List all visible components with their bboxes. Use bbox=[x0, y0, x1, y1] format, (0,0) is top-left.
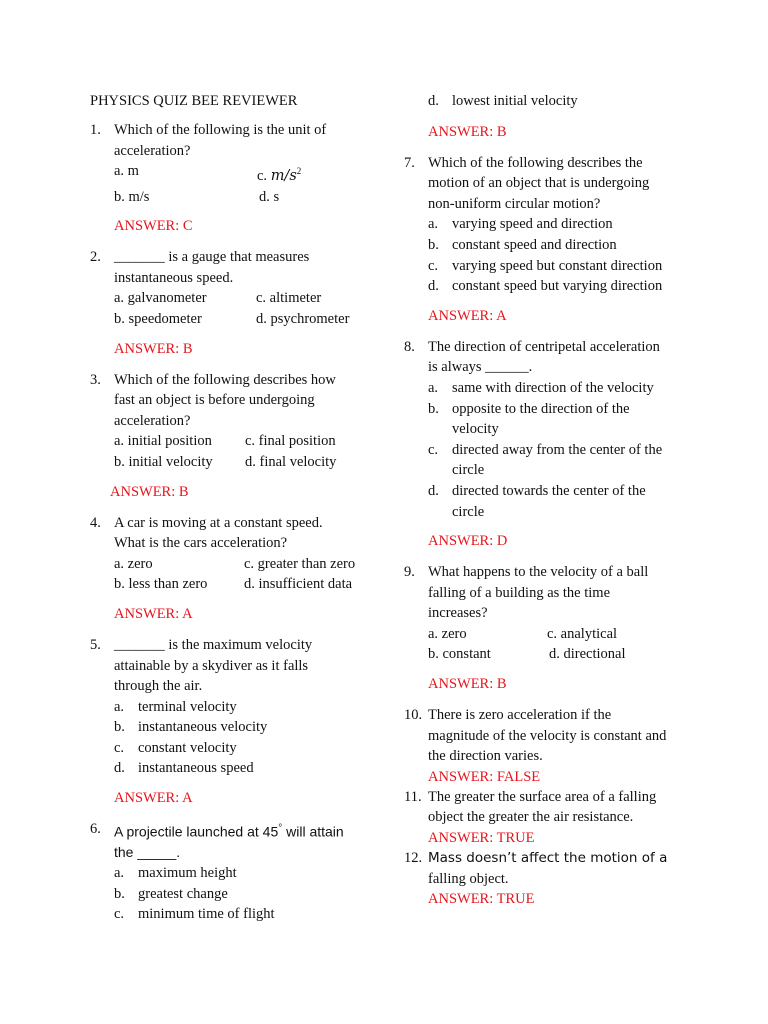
option: circle bbox=[452, 462, 485, 479]
option-d: d. final velocity bbox=[245, 453, 337, 470]
question-text: non-uniform circular motion? bbox=[428, 195, 601, 212]
question-text: is always ______. bbox=[428, 359, 533, 376]
answer: ANSWER: TRUE bbox=[428, 891, 535, 908]
answer: ANSWER: B bbox=[428, 676, 507, 693]
question-text: falling object. bbox=[428, 870, 509, 887]
option-c: c. greater than zero bbox=[244, 555, 356, 572]
question-text: the direction varies. bbox=[428, 748, 543, 765]
options-row bbox=[428, 624, 694, 645]
option-c: c. altimeter bbox=[256, 290, 322, 307]
question-text: There is zero acceleration if the bbox=[428, 707, 612, 724]
options-row bbox=[114, 187, 380, 208]
question-text: The direction of centripetal acceleration bbox=[428, 338, 660, 355]
options-row bbox=[114, 574, 380, 595]
option: d. directed towards the center of the bbox=[428, 482, 646, 499]
answer: ANSWER: A bbox=[114, 605, 193, 622]
options-row bbox=[114, 431, 380, 452]
question-text: _______ is a gauge that measures bbox=[114, 249, 310, 266]
question-text: the _____. bbox=[114, 844, 181, 861]
question-number: 11. bbox=[404, 788, 422, 805]
option-d: d. psychrometer bbox=[256, 310, 350, 327]
question-text: increases? bbox=[428, 605, 488, 622]
question-text: acceleration? bbox=[114, 142, 191, 159]
options-row bbox=[114, 161, 380, 186]
question-6-continued bbox=[404, 91, 694, 142]
option: c. varying speed but constant direction bbox=[428, 257, 663, 274]
options-row bbox=[114, 309, 380, 330]
question-number: 6. bbox=[90, 821, 101, 838]
question-text: The greater the surface area of a falling bbox=[428, 788, 657, 805]
option: c. directed away from the center of the bbox=[428, 441, 663, 458]
question-2 bbox=[90, 247, 380, 358]
answer: ANSWER: FALSE bbox=[428, 768, 541, 785]
option: d. instantaneous speed bbox=[114, 760, 254, 777]
question-12 bbox=[404, 848, 694, 909]
answer: ANSWER: TRUE bbox=[428, 830, 535, 847]
options-row bbox=[114, 288, 380, 309]
option: b. instantaneous velocity bbox=[114, 719, 268, 736]
options-row bbox=[428, 644, 694, 665]
question-number: 9. bbox=[404, 564, 415, 581]
question-text: Mass doesn’t affect the motion of a bbox=[428, 850, 668, 867]
question-text: object the greater the air resistance. bbox=[428, 809, 634, 826]
option-b: b. initial velocity bbox=[114, 453, 213, 470]
option: d. lowest initial velocity bbox=[428, 93, 578, 109]
answer: ANSWER: B bbox=[114, 340, 193, 357]
left-column bbox=[90, 91, 380, 925]
question-number: 4. bbox=[90, 514, 101, 531]
question-text: _______ is the maximum velocity bbox=[114, 636, 313, 653]
answer: ANSWER: A bbox=[114, 790, 193, 807]
degree-symbol: ° bbox=[278, 823, 283, 835]
question-text: acceleration? bbox=[114, 412, 191, 429]
options-list bbox=[114, 697, 380, 779]
answer: ANSWER: B bbox=[110, 483, 189, 500]
option: a. same with direction of the velocity bbox=[428, 379, 654, 396]
option-a: a. initial position bbox=[114, 433, 212, 450]
question-text: Which of the following describes how bbox=[114, 371, 336, 388]
question-text: falling of a building as the time bbox=[428, 584, 611, 601]
question-1 bbox=[90, 120, 380, 236]
option: circle bbox=[452, 503, 485, 520]
options-list bbox=[428, 378, 694, 522]
option: c. minimum time of flight bbox=[114, 906, 275, 923]
question-10 bbox=[404, 705, 694, 787]
option-b: b. less than zero bbox=[114, 576, 208, 593]
option: d. constant speed but varying direction bbox=[428, 278, 663, 295]
question-text: A car is moving at a constant speed. bbox=[114, 514, 323, 531]
question-text: motion of an object that is undergoing bbox=[428, 175, 650, 192]
options-row bbox=[114, 452, 380, 473]
question-text: through the air. bbox=[114, 678, 203, 695]
question-5 bbox=[90, 635, 380, 808]
answer: ANSWER: C bbox=[114, 218, 193, 235]
question-11 bbox=[404, 787, 694, 848]
question-4 bbox=[90, 513, 380, 624]
option-c: c. $m/s^2$ bbox=[257, 166, 302, 185]
options-list bbox=[428, 214, 694, 296]
question-3 bbox=[90, 370, 380, 502]
option-b: b. constant bbox=[428, 646, 491, 663]
option: velocity bbox=[452, 421, 499, 438]
options-list bbox=[114, 863, 380, 925]
option: a. terminal velocity bbox=[114, 698, 237, 715]
question-8 bbox=[404, 337, 694, 551]
option-b: b. speedometer bbox=[114, 310, 202, 327]
question-text: Which of the following describes the bbox=[428, 154, 643, 171]
answer: ANSWER: D bbox=[428, 533, 508, 550]
answer: ANSWER: B bbox=[428, 123, 507, 140]
page-title: PHYSICS QUIZ BEE REVIEWER bbox=[90, 93, 298, 109]
question-7 bbox=[404, 153, 694, 326]
question-text: fast an object is before undergoing bbox=[114, 392, 315, 409]
question-number: 5. bbox=[90, 636, 101, 653]
option: a. varying speed and direction bbox=[428, 216, 613, 233]
option: b. constant speed and direction bbox=[428, 236, 617, 253]
options-row bbox=[114, 554, 380, 575]
question-6 bbox=[90, 819, 380, 925]
option-d: d. directional bbox=[549, 646, 626, 663]
question-number: 10. bbox=[404, 707, 423, 724]
question-number: 12. bbox=[404, 850, 423, 867]
question-text: instantaneous speed. bbox=[114, 269, 234, 286]
answer: ANSWER: A bbox=[428, 307, 507, 324]
question-number: 8. bbox=[404, 338, 415, 355]
option: c. constant velocity bbox=[114, 739, 237, 756]
question-number: 7. bbox=[404, 154, 415, 171]
option: a. maximum height bbox=[114, 864, 237, 881]
options-list bbox=[428, 91, 694, 112]
question-text: Which of the following is the unit of bbox=[114, 122, 327, 138]
question-number: 1. bbox=[90, 122, 101, 138]
option-c: c. final position bbox=[245, 433, 336, 450]
unit-formula: m/s bbox=[270, 168, 297, 185]
question-text: A projectile launched at 45° will attain bbox=[114, 823, 344, 840]
option: b. opposite to the direction of the bbox=[428, 400, 630, 417]
option-a: a. zero bbox=[428, 625, 467, 642]
question-text: magnitude of the velocity is constant and bbox=[428, 727, 667, 744]
question-text: attainable by a skydiver as it falls bbox=[114, 657, 309, 674]
question-text: What is the cars acceleration? bbox=[114, 535, 288, 552]
question-text: What happens to the velocity of a ball bbox=[428, 564, 649, 581]
option: b. greatest change bbox=[114, 885, 228, 902]
question-number: 2. bbox=[90, 249, 101, 266]
option-d: d. s bbox=[259, 188, 280, 205]
right-column bbox=[404, 91, 694, 909]
question-number: 3. bbox=[90, 371, 101, 388]
option-b: b. m/s bbox=[114, 188, 150, 205]
unit-exponent: 2 bbox=[296, 166, 302, 177]
option-c: c. analytical bbox=[547, 625, 618, 642]
option-d: d. insufficient data bbox=[244, 576, 353, 593]
option-a: a. zero bbox=[114, 555, 153, 572]
option-a: a. m bbox=[114, 163, 139, 180]
question-9 bbox=[404, 562, 694, 694]
option-a: a. galvanometer bbox=[114, 290, 207, 307]
